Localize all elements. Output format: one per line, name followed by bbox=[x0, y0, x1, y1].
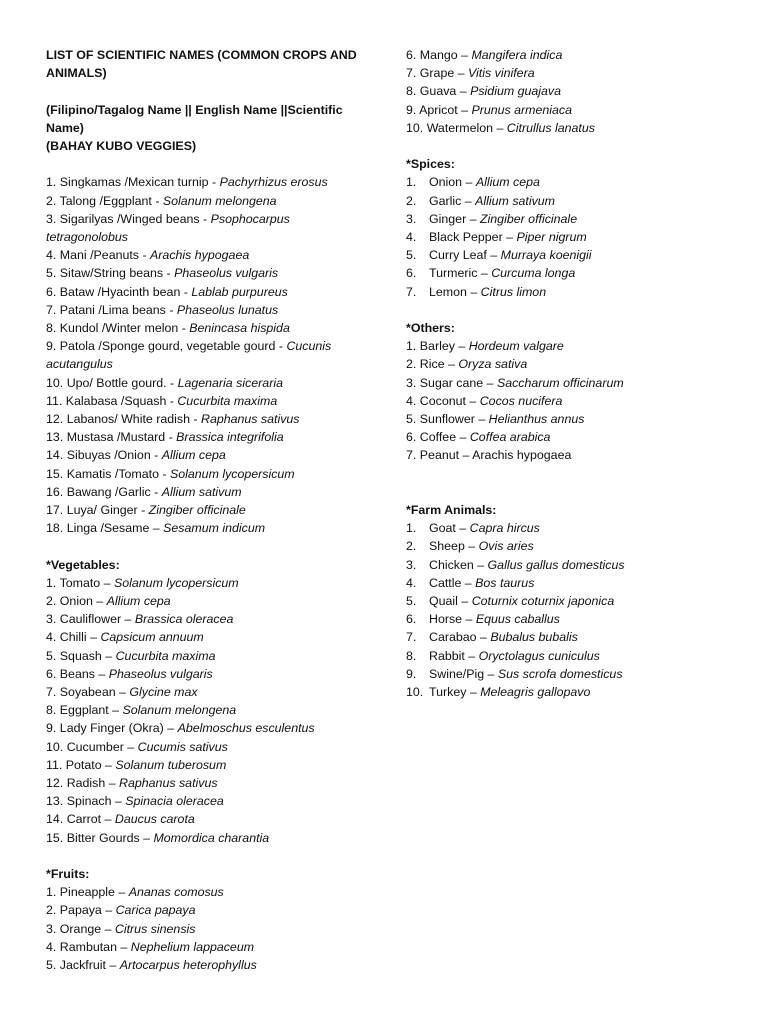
item-number: 8. bbox=[406, 84, 417, 99]
common-name: Beans – bbox=[59, 666, 109, 681]
scientific-name: Phaseolus lunatus bbox=[176, 302, 279, 317]
common-name: Pineapple – bbox=[59, 885, 129, 900]
item-number: 10. bbox=[406, 685, 424, 700]
list-item bbox=[46, 665, 346, 683]
scientific-name: Allium cepa bbox=[106, 594, 171, 609]
document-title: LIST OF SCIENTIFIC NAMES (COMMON CROPS AND ANIMALS) bbox=[46, 48, 357, 81]
common-name: Ginger – bbox=[429, 211, 480, 226]
list-item bbox=[46, 173, 346, 191]
common-name: Bitter Gourds – bbox=[66, 830, 154, 845]
fruits-list bbox=[46, 883, 368, 974]
item-number: 7. bbox=[406, 284, 417, 299]
common-name: Sunflower – bbox=[419, 412, 489, 427]
item-number: 1. bbox=[406, 339, 417, 354]
common-name: Upo/ Bottle gourd. - bbox=[66, 375, 178, 390]
fruits-list-continued bbox=[406, 46, 746, 137]
scientific-name: Prunus armeniaca bbox=[471, 102, 573, 117]
scientific-name: Lagenaria siceraria bbox=[177, 375, 283, 390]
list-item bbox=[406, 64, 706, 82]
item-number: 6. bbox=[406, 430, 417, 445]
item-number: 10. bbox=[46, 375, 64, 390]
common-name: Coffee – bbox=[419, 430, 470, 445]
scientific-name: Lablab purpureus bbox=[191, 284, 288, 299]
item-number: 8. bbox=[406, 648, 417, 663]
common-name: Watermelon – bbox=[426, 120, 507, 135]
scientific-name: Vitis vinifera bbox=[468, 66, 535, 81]
common-name: Kamatis /Tomato - bbox=[66, 466, 170, 481]
item-number: 6. bbox=[46, 284, 57, 299]
scientific-name: Pachyrhizus erosus bbox=[219, 175, 328, 190]
scientific-name: Zingiber officinale bbox=[479, 211, 578, 226]
spices-heading: *Spices: bbox=[406, 157, 455, 172]
list-item bbox=[46, 374, 346, 392]
list-item bbox=[46, 592, 346, 610]
item-number: 9. bbox=[46, 721, 57, 736]
item-number: 2. bbox=[46, 193, 57, 208]
scientific-name: Phaseolus vulgaris bbox=[174, 266, 279, 281]
list-item bbox=[46, 301, 346, 319]
fruits-heading: *Fruits: bbox=[46, 867, 90, 882]
list-item bbox=[46, 501, 346, 519]
item-number: 5. bbox=[46, 958, 57, 973]
list-item bbox=[406, 410, 706, 428]
common-name: Patani /Lima beans - bbox=[59, 302, 177, 317]
scientific-name: Citrus sinensis bbox=[114, 921, 196, 936]
scientific-name: Sus scrofa domesticus bbox=[497, 666, 623, 681]
common-name: Spinach – bbox=[66, 794, 126, 809]
common-name: Onion – bbox=[59, 594, 107, 609]
item-number: 7. bbox=[46, 685, 57, 700]
scientific-name: Capsicum annuum bbox=[100, 630, 204, 645]
common-name: Eggplant – bbox=[59, 703, 123, 718]
list-item bbox=[406, 428, 706, 446]
list-item bbox=[46, 264, 346, 282]
item-number: 7. bbox=[46, 302, 57, 317]
scientific-name: Solanum melongena bbox=[122, 703, 237, 718]
scientific-name: Zingiber officinale bbox=[148, 503, 246, 518]
scientific-name: Psophocarpus tetragonolobus bbox=[46, 211, 290, 244]
list-item bbox=[406, 592, 746, 610]
list-item bbox=[406, 82, 706, 100]
farm-animals-list bbox=[406, 519, 746, 701]
scientific-name: Ananas comosus bbox=[128, 885, 224, 900]
item-number: 5. bbox=[406, 594, 417, 609]
list-item bbox=[406, 574, 746, 592]
list-item bbox=[46, 210, 346, 246]
list-item bbox=[406, 173, 746, 191]
common-name: Chicken – bbox=[429, 557, 488, 572]
item-number: 15. bbox=[46, 830, 64, 845]
scientific-name: Psidium guajava bbox=[470, 84, 562, 99]
common-name: Jackfruit – bbox=[59, 958, 120, 973]
item-number: 2. bbox=[46, 903, 57, 918]
list-item bbox=[406, 665, 746, 683]
list-item bbox=[406, 392, 706, 410]
common-name: Sibuyas /Onion - bbox=[66, 448, 162, 463]
scientific-name: Helianthus annus bbox=[488, 412, 585, 427]
common-name: Lemon – bbox=[429, 284, 481, 299]
common-name: Labanos/ White radish - bbox=[66, 412, 201, 427]
item-number: 1. bbox=[406, 175, 417, 190]
item-number: 9. bbox=[46, 339, 57, 354]
common-name: Soyabean – bbox=[59, 685, 130, 700]
item-number: 12. bbox=[46, 776, 64, 791]
scientific-name: Glycine max bbox=[129, 685, 198, 700]
scientific-name: Gallus gallus domesticus bbox=[487, 557, 625, 572]
item-number: 1. bbox=[46, 885, 57, 900]
common-name: Goat – bbox=[429, 521, 470, 536]
common-name: Mustasa /Mustard - bbox=[66, 430, 177, 445]
scientific-name: Raphanus sativus bbox=[119, 776, 218, 791]
common-name: Squash – bbox=[59, 648, 116, 663]
common-name: Linga /Sesame – bbox=[66, 521, 164, 536]
common-name: Singkamas /Mexican turnip - bbox=[59, 175, 220, 190]
common-name: Talong /Eggplant - bbox=[59, 193, 163, 208]
item-number: 14. bbox=[46, 812, 64, 827]
item-number: 2. bbox=[46, 594, 57, 609]
bahay-kubo-heading: (BAHAY KUBO VEGGIES) bbox=[46, 139, 197, 153]
common-name: Kalabasa /Squash - bbox=[65, 393, 178, 408]
item-number: 3. bbox=[46, 211, 57, 226]
others-list bbox=[406, 337, 746, 464]
scientific-name: Citrus limon bbox=[480, 284, 547, 299]
common-name: Orange – bbox=[59, 921, 115, 936]
list-item bbox=[46, 246, 346, 264]
item-number: 17. bbox=[46, 503, 64, 518]
common-name: Quail – bbox=[429, 594, 472, 609]
scientific-name: Arachis hypogaea bbox=[150, 248, 250, 263]
scientific-name: Mangifera indica bbox=[471, 48, 563, 62]
common-name: Horse – bbox=[429, 612, 476, 627]
list-item bbox=[46, 901, 346, 919]
common-name: Sitaw/String beans - bbox=[59, 266, 175, 281]
item-number: 13. bbox=[46, 430, 64, 445]
common-name: Garlic – bbox=[429, 193, 476, 208]
list-item bbox=[46, 610, 346, 628]
item-number: 16. bbox=[46, 484, 64, 499]
item-number: 5. bbox=[406, 412, 417, 427]
list-item bbox=[406, 101, 706, 119]
item-number: 10. bbox=[406, 120, 424, 135]
common-name: Coconut – bbox=[419, 393, 480, 408]
item-number: 3. bbox=[406, 375, 417, 390]
list-item bbox=[46, 756, 346, 774]
common-name: Bataw /Hyacinth bean - bbox=[59, 284, 192, 299]
common-name: Onion – bbox=[429, 175, 476, 190]
item-number: 11. bbox=[46, 393, 63, 408]
item-number: 6. bbox=[46, 666, 57, 681]
common-name: Sheep – bbox=[429, 539, 479, 554]
common-name: Luya/ Ginger - bbox=[66, 503, 149, 518]
list-item bbox=[406, 283, 746, 301]
item-number: 1. bbox=[46, 575, 57, 590]
list-item bbox=[406, 683, 746, 701]
scientific-name: Equus caballus bbox=[475, 612, 560, 627]
scientific-name: Solanum tuberosum bbox=[115, 757, 227, 772]
list-item bbox=[46, 920, 346, 938]
scientific-name: Solanum lycopersicum bbox=[113, 575, 239, 590]
common-name: Cattle – bbox=[429, 575, 476, 590]
common-name: Potato – bbox=[65, 757, 116, 772]
bahay-kubo-list bbox=[46, 173, 368, 537]
common-name: Guava – bbox=[419, 84, 471, 99]
list-item bbox=[46, 283, 346, 301]
farm-animals-heading: *Farm Animals: bbox=[406, 503, 497, 518]
list-item bbox=[406, 647, 746, 665]
list-item bbox=[406, 228, 746, 246]
list-item bbox=[406, 355, 706, 373]
common-name: Cucumber – bbox=[66, 739, 138, 754]
common-name: Carrot – bbox=[66, 812, 115, 827]
item-number: 5. bbox=[46, 266, 57, 281]
list-item bbox=[46, 647, 346, 665]
list-item bbox=[406, 556, 746, 574]
list-item bbox=[46, 483, 346, 501]
common-name: Bawang /Garlic - bbox=[66, 484, 162, 499]
scientific-name: Phaseolus vulgaris bbox=[108, 666, 213, 681]
list-item bbox=[46, 956, 346, 974]
scientific-name: Solanum lycopersicum bbox=[169, 466, 295, 481]
list-item bbox=[46, 810, 346, 828]
vegetables-list bbox=[46, 574, 368, 847]
scientific-name: Coturnix coturnix japonica bbox=[471, 594, 615, 609]
common-name: Rambutan – bbox=[59, 939, 131, 954]
list-item bbox=[46, 574, 346, 592]
common-name: Papaya – bbox=[59, 903, 116, 918]
common-name: Mani /Peanuts - bbox=[59, 248, 151, 263]
list-item bbox=[46, 774, 346, 792]
list-item bbox=[406, 519, 746, 537]
item-number: 18. bbox=[46, 521, 64, 536]
list-item bbox=[406, 628, 746, 646]
scientific-name: Oryctolagus cuniculus bbox=[478, 648, 600, 663]
common-name: Carabao – bbox=[429, 630, 491, 645]
list-item bbox=[406, 192, 746, 210]
item-number: 8. bbox=[46, 321, 57, 336]
item-number: 4. bbox=[406, 230, 417, 245]
scientific-name: Coffea arabica bbox=[469, 430, 551, 445]
item-number: 5. bbox=[46, 648, 57, 663]
list-item bbox=[406, 537, 746, 555]
scientific-name: Bubalus bubalis bbox=[490, 630, 578, 645]
list-item bbox=[46, 701, 346, 719]
common-name: Mango – bbox=[419, 48, 472, 62]
common-name: Tomato – bbox=[59, 575, 114, 590]
common-name: Black Pepper – bbox=[429, 230, 517, 245]
item-number: 11. bbox=[46, 757, 63, 772]
scientific-name: Brassica integrifolia bbox=[176, 430, 284, 445]
item-number: 8. bbox=[46, 703, 57, 718]
item-number: 2. bbox=[406, 193, 417, 208]
item-number: 4. bbox=[46, 248, 57, 263]
scientific-name: Solanum melongena bbox=[162, 193, 277, 208]
list-item bbox=[46, 465, 346, 483]
item-number: 3. bbox=[46, 921, 57, 936]
list-item bbox=[46, 792, 346, 810]
common-name: Sigarilyas /Winged beans - bbox=[59, 211, 211, 226]
item-number: 15. bbox=[46, 466, 64, 481]
item-number: 12. bbox=[46, 412, 64, 427]
list-item bbox=[46, 719, 346, 737]
list-item bbox=[46, 428, 346, 446]
common-name: Cauliflower – bbox=[59, 612, 135, 627]
item-number: 7. bbox=[406, 448, 417, 463]
right-column bbox=[406, 46, 746, 701]
common-name: Lady Finger (Okra) – bbox=[59, 721, 178, 736]
item-number: 10. bbox=[46, 739, 64, 754]
list-item bbox=[46, 410, 346, 428]
list-item bbox=[406, 46, 706, 64]
item-number: 1. bbox=[46, 175, 57, 190]
item-number: 3. bbox=[406, 211, 417, 226]
item-number: 3. bbox=[46, 612, 57, 627]
common-name: Sugar cane – bbox=[419, 375, 497, 390]
list-item bbox=[406, 246, 746, 264]
list-item bbox=[406, 337, 706, 355]
scientific-name: Daucus carota bbox=[114, 812, 195, 827]
item-number: 13. bbox=[46, 794, 64, 809]
spices-list bbox=[406, 173, 746, 300]
scientific-name: Ovis aries bbox=[478, 539, 534, 554]
list-item bbox=[46, 319, 346, 337]
scientific-name: Cucumis sativus bbox=[137, 739, 228, 754]
left-column bbox=[46, 46, 368, 974]
scientific-name: Carica papaya bbox=[115, 903, 196, 918]
common-name: Patola /Sponge gourd, vegetable gourd - bbox=[59, 339, 287, 354]
list-item bbox=[46, 738, 346, 756]
scientific-name: Curcuma longa bbox=[491, 266, 576, 281]
list-item bbox=[46, 392, 346, 410]
item-number: 7. bbox=[406, 66, 417, 81]
document-subtitle: (Filipino/Tagalog Name || English Name ||Scientific Name) bbox=[46, 102, 343, 135]
list-item bbox=[46, 883, 346, 901]
list-item bbox=[46, 829, 346, 847]
item-number: 6. bbox=[406, 612, 417, 627]
others-heading: *Others: bbox=[406, 321, 455, 336]
scientific-name: Sesamum indicum bbox=[163, 521, 266, 536]
common-name: Peanut – Arachis hypogaea bbox=[419, 448, 572, 463]
list-item bbox=[46, 628, 346, 646]
scientific-name: Cucunis acutangulus bbox=[46, 339, 332, 372]
list-item bbox=[406, 119, 706, 137]
scientific-name: Artocarpus heterophyllus bbox=[119, 958, 257, 973]
list-item bbox=[406, 210, 746, 228]
list-item bbox=[46, 337, 346, 373]
common-name: Rice – bbox=[419, 357, 459, 372]
scientific-name: Hordeum valgare bbox=[468, 339, 564, 354]
scientific-name: Murraya koenigii bbox=[500, 248, 592, 263]
list-item bbox=[406, 264, 746, 282]
common-name: Radish – bbox=[66, 776, 120, 791]
scientific-name: Momordica charantia bbox=[153, 830, 270, 845]
item-number: 2. bbox=[406, 357, 417, 372]
list-item bbox=[406, 374, 706, 392]
item-number: 9. bbox=[406, 102, 417, 117]
item-number: 2. bbox=[406, 539, 417, 554]
common-name: Rabbit – bbox=[429, 648, 479, 663]
scientific-name: Bos taurus bbox=[475, 575, 535, 590]
common-name: Swine/Pig – bbox=[429, 666, 498, 681]
scientific-name: Capra hircus bbox=[469, 521, 540, 536]
vegetables-heading: *Vegetables: bbox=[46, 557, 120, 572]
common-name: Curry Leaf – bbox=[429, 248, 501, 263]
item-number: 6. bbox=[406, 266, 417, 281]
scientific-name: Piper nigrum bbox=[516, 230, 587, 245]
list-item bbox=[46, 446, 346, 464]
scientific-name: Cocos nucifera bbox=[479, 393, 563, 408]
item-number: 4. bbox=[406, 575, 417, 590]
common-name: Chilli – bbox=[59, 630, 101, 645]
list-item bbox=[46, 519, 346, 537]
scientific-name: Oryza sativa bbox=[458, 357, 528, 372]
common-name: Turmeric – bbox=[429, 266, 492, 281]
item-number: 7. bbox=[406, 630, 417, 645]
item-number: 14. bbox=[46, 448, 64, 463]
scientific-name: Spinacia oleracea bbox=[125, 794, 224, 809]
scientific-name: Meleagris gallopavo bbox=[480, 685, 591, 700]
scientific-name: Citrullus lanatus bbox=[506, 120, 595, 135]
scientific-name: Cucurbita maxima bbox=[177, 393, 278, 408]
scientific-name: Allium cepa bbox=[161, 448, 226, 463]
scientific-name: Raphanus sativus bbox=[201, 412, 300, 427]
scientific-name: Cucurbita maxima bbox=[115, 648, 216, 663]
scientific-name: Saccharum officinarum bbox=[496, 375, 624, 390]
common-name: Apricot – bbox=[419, 102, 472, 117]
scientific-name: Brassica oleracea bbox=[134, 612, 234, 627]
scientific-name: Abelmoschus esculentus bbox=[177, 721, 315, 736]
item-number: 9. bbox=[406, 666, 417, 681]
scientific-name: Benincasa hispida bbox=[189, 321, 290, 336]
common-name: Grape – bbox=[419, 66, 469, 81]
list-item bbox=[406, 446, 706, 464]
list-item bbox=[406, 610, 746, 628]
item-number: 4. bbox=[46, 630, 57, 645]
list-item bbox=[46, 938, 346, 956]
item-number: 3. bbox=[406, 557, 417, 572]
item-number: 1. bbox=[406, 521, 417, 536]
list-item bbox=[46, 192, 346, 210]
item-number: 5. bbox=[406, 248, 417, 263]
scientific-name: Allium sativum bbox=[161, 484, 242, 499]
common-name: Barley – bbox=[419, 339, 469, 354]
item-number: 4. bbox=[406, 393, 417, 408]
list-item bbox=[46, 683, 346, 701]
scientific-name: Allium cepa bbox=[475, 175, 540, 190]
scientific-name: Nephelium lappaceum bbox=[130, 939, 255, 954]
item-number: 6. bbox=[406, 48, 417, 62]
common-name: Turkey – bbox=[429, 685, 481, 700]
item-number: 4. bbox=[46, 939, 57, 954]
scientific-name: Allium sativum bbox=[475, 193, 556, 208]
common-name: Kundol /Winter melon - bbox=[59, 321, 190, 336]
